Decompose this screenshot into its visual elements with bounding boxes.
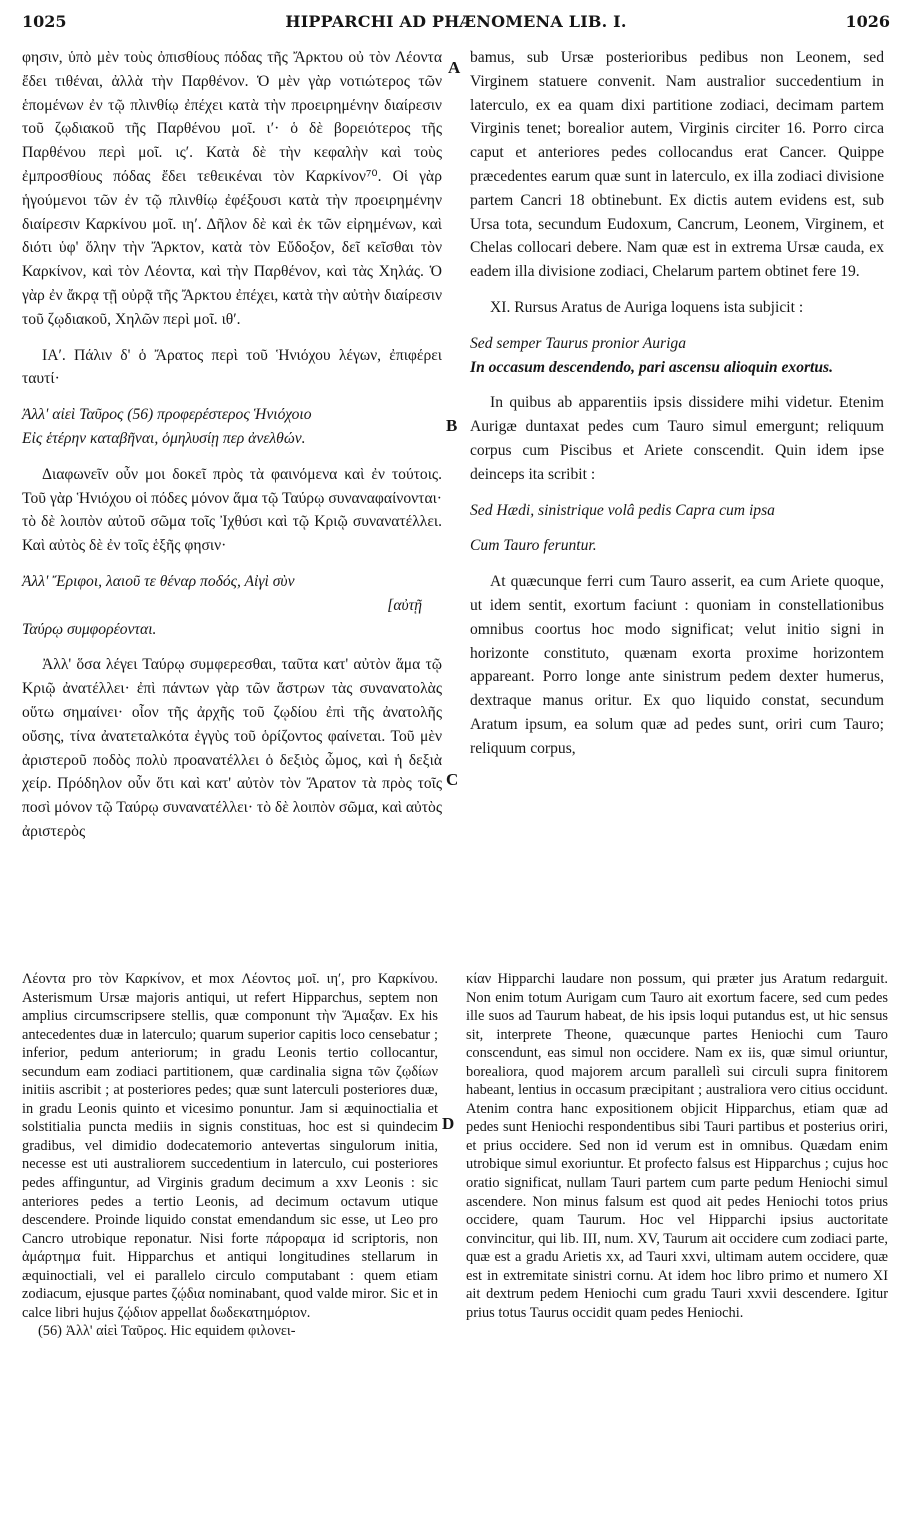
- greek-verse-continuation: [αὐτῇ: [387, 596, 422, 614]
- greek-verse-line: Εἰς ἑτέρην καταβῆναι, ὁμηλυσίῃ περ ἀνελθών.: [22, 429, 306, 447]
- greek-column: [22, 46, 442, 844]
- note-paragraph: κίαν Hipparchi laudare non possum, qui præter jus Aratum redarguit. Non enim totum Aurigam cum Tauro ait exortum facere, sed cum pedes ille suos ad Taurum habeat, de his ipsis loqui putandus est, ut hic sensus sit, interprete Theone, quæcunque partes Heniochi cum Tauro conscendunt, eas simul non occidere. Nam ex iis, quæ simul oriuntur, borealiora, quod majorem arcum parallelì sui circuli supra finitorem habeant, lentius in occasum præcipitant ; australiora vero citius occidunt. Atenim contra hanc expositionem objicit Hipparchus, etiam quæ ad pedes sunt Heniochi respondentibus sibi Tauri partibus et posterius oriri, et prius occidere. Sed non id verum est in omnibus. Quædam enim utrobique simul exoriuntur. Et profecto falsus est Hipparchus ; cujus hoc oratio significat, nullam Tauri partem cum parte pedum Heniochi simul ascendere. Non minus falsum est quod ait pedes Heniochi totos prius occidere, quam Taurum. Hoc vel Hipparchi ipsius auctoritate convincitur, qui lib. III, num. XV, Taurum ait occidere cum zodiaci parte, quæ est a gradu Arietis xx, ad Tauri xxvi, ultimam autem occidere, quæ est in extremitate sinistri cornu. At idem hoc libro primo et numero XI ait dextrum pedem Heniochi cum gradu Tauri xxvii descendere. Igitur prius totus Taurus occidit quam pedes Heniochi.: [466, 971, 888, 1321]
- latin-paragraph: At quæcunque ferri cum Tauro asserit, ea cum Ariete quoque, ut idem sentit, exortum faciunt : quoniam in constellationibus omnibus coortus hoc modo significat; velut initio signi in horizonte constituto, quænam exorta proxime horizontem appareant. Porro longe ante sinistrum pedem dexter humerus, dextraque manus oritur. Ex quo liquido constat, secundum Aratum ipsum, ea solum quæ ad pedes sunt, oriri cum Tauro; reliquum corpus,: [470, 573, 884, 757]
- latin-verse-line: Cum Tauro feruntur.: [470, 537, 597, 555]
- margin-marker-d: D: [442, 1114, 455, 1133]
- greek-verse-line: Ἀλλ' αἰεὶ Ταῦρος (56) προφερέστερος Ἡνιόχοιο: [22, 406, 312, 424]
- margin-marker-b: B: [446, 416, 458, 435]
- latin-paragraph: In quibus ab apparentiis ipsis dissidere mihi videtur. Etenim Aurigæ duntaxat pedes cum Tauro simul emergunt; reliquum corpus cum Piscibus et Ariete conscendit. Quin idem ipse deinceps ita scribit :: [470, 394, 884, 483]
- greek-paragraph: φησιν, ὑπὸ μὲν τοὺς ὀπισθίους πόδας τῆς Ἄρκτου οὐ τὸν Λέοντα ἔδει τιθέναι, ἀλλὰ τὴν Παρθένον. Ὁ μὲν γὰρ νοτιώτερος τῶν ἑπομένων ἐν τῷ πλινθίῳ ἐπέχει κατὰ τὴν προειρημένην διαίρεσιν τοῦ ζῳδιακοῦ τῆς Παρθένου μοῖ. ι′· ὁ δὲ βορειότερος τῆς Παρθένου περὶ μοῖ. ις′. Κατὰ δὲ τὴν κεφαλὴν καὶ τοὺς ἐμπροσθίους πόδας ἔδει τεθεικέναι τὸν Καρκίνον⁷⁰. Οἱ γὰρ ἡγούμενοι τῶν ἐν τῷ πλινθίῳ ἐφέξουσι κατὰ τὴν προειρημένην διαίρεσιν Καρκίνου μοῖ. ιη′. Δῆλον δὲ καὶ ἐκ τῶν εἰρημένων, καὶ διότι ὑφ' ὅλην τὴν Ἄρκτον, κατὰ τὸν Εὔδοξον, δεῖ κεῖσθαι τὸν Καρκίνον, καὶ τὸν Λέοντα, καὶ τὴν Παρθένον, καὶ τὰς Χηλάς. Ὁ γὰρ ἐν ἄκρᾳ τῇ οὐρᾷ τῆς Ἄρκτου ἐπέχει, κατὰ τὴν αὐτὴν διαίρεσιν τοῦ ζῳδιακοῦ, Χηλῶν περὶ μοῖ. ιθ′.: [22, 49, 442, 328]
- greek-paragraph: Διαφωνεῖν οὖν μοι δοκεῖ πρὸς τὰ φαινόμενα καὶ ἐν τούτοις. Τοῦ γὰρ Ἡνιόχου οἱ πόδες μόνον ἅμα τῷ Ταύρῳ συναναφαίνονται· τὸ δὲ λοιπὸν αὐτοῦ σῶμα τοῖς Ἰχθύσι καὶ τῷ Κριῷ συνανατέλλει. Καὶ αὐτὸς δὲ ἐν τοῖς ἑξῆς φησιν·: [22, 465, 442, 555]
- running-title: HIPPARCHI AD PHÆNOMENA LIB. I.: [285, 12, 627, 31]
- greek-verse-line: Ἀλλ' Ἔριφοι, λαιοῦ τε θέναρ ποδός, Αἰγὶ σὺν: [22, 572, 295, 590]
- note-56-start: (56) Ἀλλ' αἰεὶ Ταῦρος. Hic equidem φιλονει-: [38, 1323, 296, 1340]
- note-paragraph: Λέοντα pro τὸν Καρκίνον, et mox Λέοντος μοῖ. ιη′, pro Καρκίνου. Asterismum Ursæ majoris antiqui, ut refert Hipparchus, septem non amplius circumscripsere stellis, quæ componunt τὴν Ἅμαξαν. Ex his antecedentes duæ in laterculo; quarum superior capitis loco censebatur ; inferior, pedum anteriorum; in gradu Leonis tertio collocantur, secundum eam zodiaci partitionem, quæ cardinalia signa τῶν ζῳδίων initiis ascribit ; at posteriores pedes; quæ sunt laterculi posteriores duæ, in gradu Leonis quinto et vicesimo ponuntur. Jam si æquinoctialia et solstitialia puncta mediis in signis constituas, hoc est si quindecim gradibus, vel dimidio dodecatemorio antevertas singulorum initia, necesse est uti australiorem succedentium in laterculo, cui posteriores pedes affinguntur, ad Virginis gradum decimum a xxv Leonis : sic anteriores pedes a tertio Leonis, ad decimum octavum utique descendere. Proinde liquido constat emendandum sic esse, ut Leo pro Cancro utrobique reponatur. Nisi forte πάροραμα id scriptoris, non ἁμάρτημα fuit. Hipparchus et antiqui longitudines stellarum in æquinoctiali, vel ei parallelo circulo computabant : quem etiam zodiacum, ejusque partes ζῴδια nominabant, quod valde miror. Sic et in calce libri hujus ζῴδιον appellat δωδεκατημόριον.: [22, 971, 438, 1321]
- latin-section-xi-intro: XI. Rursus Aratus de Auriga loquens ista subjicit :: [490, 298, 804, 316]
- page-number-right: 1026: [845, 12, 890, 31]
- running-header: [22, 12, 890, 38]
- notes-left-column: [22, 970, 438, 1341]
- latin-verse-line: Sed Hædi, sinistrique volâ pedis Capra cum ipsa: [470, 501, 775, 519]
- greek-section-xi-intro: ΙΑ′. Πάλιν δ' ὁ Ἄρατος περὶ τοῦ Ἡνιόχου λέγων, ἐπιφέρει ταυτί·: [22, 346, 442, 388]
- greek-paragraph: Ἀλλ' ὅσα λέγει Ταύρῳ συμφερεσθαι, ταῦτα κατ' αὐτὸν ἅμα τῷ Κριῷ ἀνατέλλει· ἐπὶ πάντων γὰρ τῶν ἄστρων τὰς συνανατολὰς οὕτω σημαίνει· οἷον τῆς ἀρχῆς τοῦ ζῳδίου ἐπὶ τῆς ἀνατολῆς οὔσης, τίνα ἀνατεταλκότα ἐγγὺς τοῦ ὁρίζοντος φαίνεται. Τοῦ μὲν ἀριστεροῦ ποδὸς πολὺ προανατέλλει ὁ δεξιὸς ὦμος, καὶ ἡ δεξιὰ χείρ. Πρόδηλον οὖν ὅτι καὶ κατ' αὐτὸν τὸν Ἄρατον τὰ πρὸς τοῖς ποσὶ μόνον τῷ Ταύρῳ συνανατέλλει· τὸ δὲ λοιπὸν σῶμα, καὶ αὐτὸς ἀριστερὸς: [22, 656, 442, 840]
- margin-marker-a: A: [448, 58, 461, 77]
- page-number-left: 1025: [22, 12, 67, 31]
- greek-verse-line: Ταύρῳ συμφορέονται.: [22, 620, 157, 638]
- notes-right-column: [466, 970, 888, 1322]
- latin-verse-line: In occasum descendendo, pari ascensu alioquin exortus.: [470, 358, 834, 376]
- latin-column: [470, 46, 884, 761]
- latin-paragraph: bamus, sub Ursæ posterioribus pedibus non Leonem, sed Virginem statuere convenit. Nam australior succedentium in laterculo, ex ea quam dixi partitione zodiaci, decimam partem Virginis tenet; borealior autem, Virginis circiter 16. Porro circa caput et anteriores pedes collocandus erat Cancer. Quippe præcedentes earum quæ sunt in laterculo, ex illa zodiaci divisione partem Cancri 18 obtinebunt. Ex dictis autem evidens est, sub Ursa tota, secundum Eudoxum, Cancrum, Leonem, Virginem, et Chelas collocari debere. Nam quæ est in extrema Ursæ cauda, ex eadem illa divisione zodiaci, Chelarum partem obtinet fere 19.: [470, 49, 884, 281]
- latin-verse-line: Sed semper Taurus pronior Auriga: [470, 334, 687, 352]
- margin-marker-c: C: [446, 770, 459, 789]
